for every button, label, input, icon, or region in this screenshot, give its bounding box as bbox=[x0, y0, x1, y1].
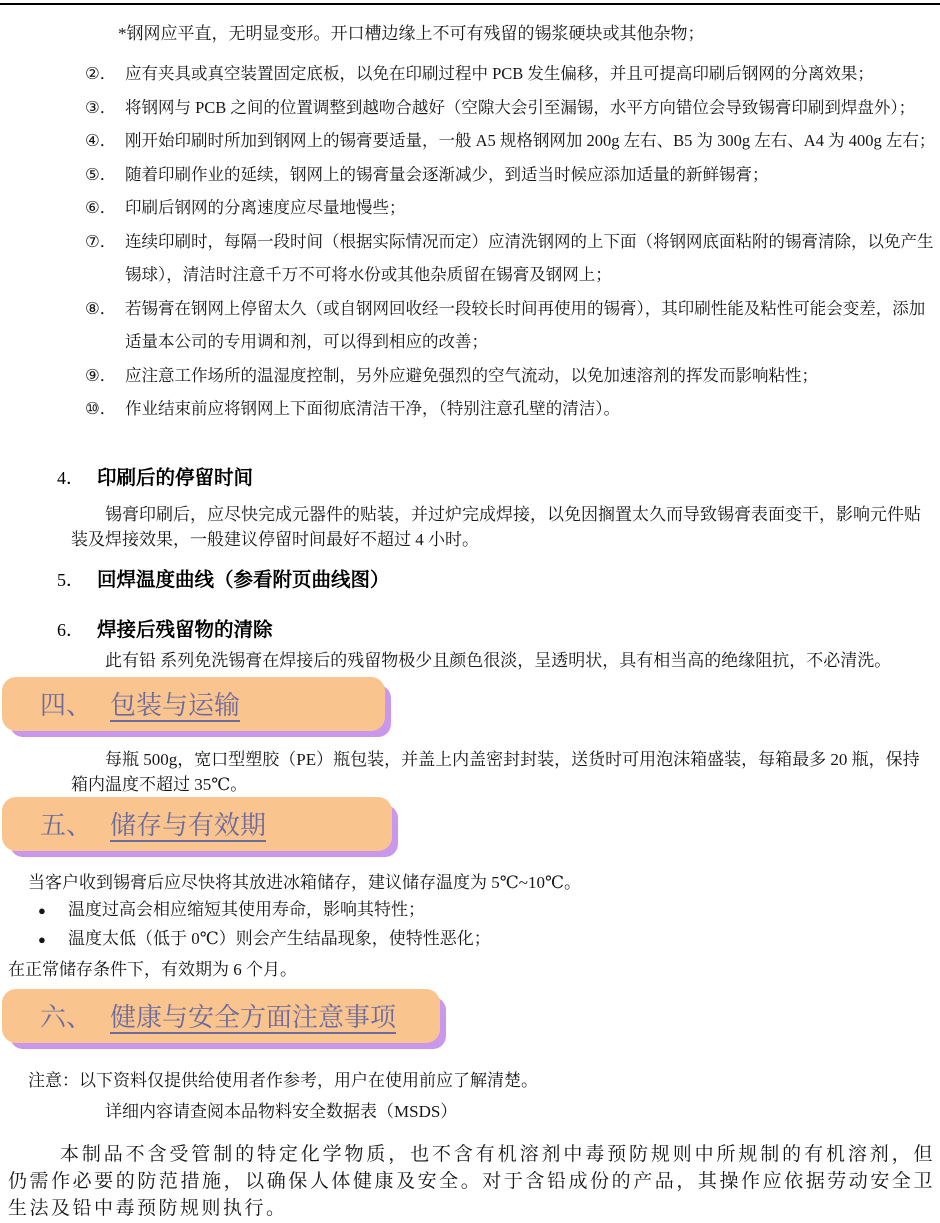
section-banner-packaging bbox=[2, 677, 385, 731]
item-text: 应有夹具或真空装置固定底板，以免在印刷过程中 PCB 发生偏移，并且可提高印刷后钢网的分离效果； bbox=[125, 64, 874, 83]
subsection-title: 回焊温度曲线（参看附页曲线图） bbox=[97, 568, 390, 591]
item-text: 刚开始印刷时所加到钢网上的锡膏要适量，一般 A5 规格钢网加 200g 左右、B5 为 300g 左右、A4 为 400g 左右； bbox=[125, 131, 936, 150]
subsection-number: 5． bbox=[57, 569, 84, 590]
list-item bbox=[0, 91, 940, 125]
section-title: 健康与安全方面注意事项 bbox=[110, 1003, 397, 1032]
list-item bbox=[0, 158, 940, 192]
list-item bbox=[0, 359, 940, 393]
storage-bullet bbox=[38, 925, 940, 954]
item-number: ⑦． bbox=[85, 231, 117, 251]
item-text: 应注意工作场所的温湿度控制，另外应避免强烈的空气流动，以免加速溶剂的挥发而影响粘性； bbox=[125, 365, 818, 385]
item-number: ⑩． bbox=[85, 399, 117, 418]
storage-outro: 在正常储存条件下，有效期为 6 个月。 bbox=[8, 959, 297, 979]
bullet-text: 温度太低（低于 0℃）则会产生结晶现象，使特性恶化； bbox=[68, 928, 491, 948]
item-text: 随着印刷作业的延续，钢网上的锡膏量会逐渐减少，到适当时候应添加适量的新鲜锡膏； bbox=[125, 164, 769, 184]
item-number: ⑨． bbox=[85, 365, 117, 385]
section-banner-storage bbox=[2, 797, 392, 851]
list-item bbox=[0, 124, 940, 158]
subsection-heading-4 bbox=[57, 462, 940, 490]
section-number: 六、 bbox=[40, 1003, 93, 1032]
section-number: 五、 bbox=[40, 811, 93, 840]
item-text: 若锡膏在钢网上停留太久（或自钢网回收经一段较长时间再使用的锡膏），其印刷性能及粘性可能会变差，添加适量本公司的专用调和剂，可以得到相应的改善； bbox=[125, 298, 926, 351]
subsection-title: 焊接后残留物的清除 bbox=[97, 618, 273, 641]
bullet-text: 温度过高会相应缩短其使用寿命，影响其特性； bbox=[68, 899, 425, 919]
numbered-list bbox=[0, 57, 940, 426]
item-number: ②． bbox=[85, 64, 117, 83]
packaging-paragraph: 每瓶 500g，宽口型塑胶（PE）瓶包装，并盖上内盖密封封装，送货时可用泡沫箱盛装，每箱最多 20 瓶，保持箱内温度不超过 35℃。 bbox=[71, 749, 920, 794]
msds-reference: 详细内容请查阅本品物料安全数据表（MSDS） bbox=[105, 1101, 458, 1121]
subsection-number: 4． bbox=[57, 467, 84, 488]
section-title: 储存与有效期 bbox=[110, 811, 267, 840]
list-item bbox=[0, 225, 940, 292]
bullet-icon: ● bbox=[38, 902, 46, 918]
storage-bullet bbox=[38, 896, 940, 925]
item-number: ⑥． bbox=[85, 198, 117, 217]
item-text: 作业结束前应将钢网上下面彻底清洁干净，（特别注意孔壁的清洁）。 bbox=[125, 399, 620, 418]
bullet-icon: ● bbox=[38, 931, 46, 947]
item-text: 连续印刷时，每隔一段时间（根据实际情况而定）应清洗钢网的上下面（将钢网底面粘附的锡膏清除，以免产生锡球），清洁时注意千万不可将水份或其他杂质留在锡膏及钢网上； bbox=[125, 231, 934, 284]
subsection-4-paragraph: 锡膏印刷后，应尽快完成元器件的贴装，并过炉完成焊接，以免因搁置太久而导致锡膏表面变干，影响元件贴装及焊接效果，一般建议停留时间最好不超过 4 小时。 bbox=[71, 504, 921, 549]
subsection-6-paragraph: 此有铅 系列免洗锡膏在焊接后的残留物极少且颜色很淡，呈透明状，具有相当高的绝缘阻抗，不必清洗。 bbox=[105, 650, 892, 670]
item-number: ⑤． bbox=[85, 164, 117, 184]
legal-paragraph: 本制品不含受管制的特定化学物质，也不含有机溶剂中毒预防规则中所规制的有机溶剂，但仍需作必要的防范措施，以确保人体健康及安全。对于含铅成份的产品，其操作应依据劳动安全卫生法及铅中毒预防规则执行。 bbox=[8, 1143, 935, 1219]
list-item bbox=[0, 57, 940, 91]
subsection-number: 6． bbox=[57, 619, 84, 640]
item-text: 将钢网与 PCB 之间的位置调整到越吻合越好（空隙大会引至漏锡，水平方向错位会导致锡膏印刷到焊盘外）； bbox=[125, 97, 916, 117]
section-title: 包装与运输 bbox=[110, 691, 241, 720]
item-number: ⑧． bbox=[85, 298, 117, 318]
safety-note: 注意：以下资料仅提供给使用者作参考，用户在使用前应了解清楚。 bbox=[28, 1070, 538, 1090]
item-number: ③． bbox=[85, 97, 117, 117]
storage-intro: 当客户收到锡膏后应尽快将其放进冰箱储存，建议储存温度为 5℃~10℃。 bbox=[28, 872, 581, 892]
subsection-heading-5 bbox=[57, 564, 940, 592]
stencil-star-note: *钢网应平直，无明显变形。开口槽边缘上不可有残留的锡浆硬块或其他杂物； bbox=[118, 24, 705, 43]
list-item bbox=[0, 191, 940, 225]
list-item bbox=[0, 292, 940, 359]
item-text: 印刷后钢网的分离速度应尽量地慢些； bbox=[125, 198, 406, 217]
subsection-heading-6 bbox=[57, 614, 940, 642]
item-number: ④． bbox=[85, 131, 117, 150]
subsection-title: 印刷后的停留时间 bbox=[97, 466, 254, 489]
list-item bbox=[0, 392, 940, 426]
top-rule bbox=[0, 3, 940, 5]
section-number: 四、 bbox=[40, 691, 93, 720]
section-banner-safety bbox=[2, 989, 440, 1043]
